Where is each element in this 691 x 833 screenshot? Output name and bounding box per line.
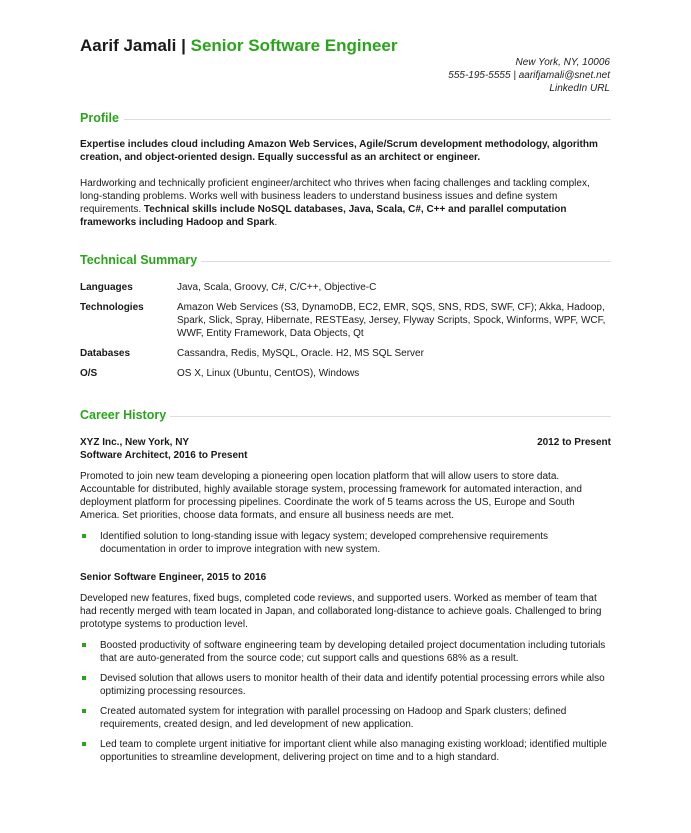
role1-description: Promoted to join new team developing a pioneering open location platform that will allow users to store data. Accountable for distributed, highly available storage system, processing framework for automated interaction, and deployment platform for processing pipelines. Coordinate the work of 5 teams across the US, Europe and South America. Set priorities, choose data formats, and ensure all business needs are met.	[80, 471, 582, 521]
profile-body-skills: Technical skills include NoSQL databases, Java, Scala, C#, C++ and parallel computation frameworks including Hadoop and Spark	[80, 204, 567, 228]
tech-row-languages	[80, 281, 611, 294]
role1-title-text: Software Architect, 2016 to Present	[80, 450, 248, 461]
header-separator: |	[181, 36, 186, 55]
profile-summary: Expertise includes cloud including Amazon Web Services, Agile/Scrum development methodology, algorithm creation, and object-oriented design. Equally successful as an architect or engineer.	[80, 139, 598, 163]
profile-body	[80, 177, 611, 229]
bullet-square-icon	[82, 534, 86, 538]
profile-rule	[124, 119, 611, 120]
role2-bullets	[80, 639, 611, 764]
tech-value: OS X, Linux (Ubuntu, CentOS), Windows	[177, 368, 360, 379]
list-item	[80, 672, 611, 698]
profile-section	[80, 111, 611, 229]
bullet-square-icon	[82, 742, 86, 746]
bullet-text: Boosted productivity of software engineering team by developing detailed project documentation including tutorials that are auto-generated from the source code; cut support calls and questions 68% as a result.	[100, 640, 606, 664]
contact-location: New York, NY, 10006	[515, 57, 610, 68]
tech-value: Amazon Web Services (S3, DynamoDB, EC2, EMR, SQS, SNS, RDS, SWF, CF); Akka, Hadoop, Spark, Slick, Spray, Hibernate, RESTEasy, Jersey, Flyway Scripts, Spock, Winforms, WPF, WCF, WWF, Entity Framework, Data Objects, Qt	[177, 302, 606, 339]
tech-row-databases	[80, 347, 611, 360]
contact-linkedin[interactable]: LinkedIn URL	[549, 83, 610, 94]
company-name: XYZ Inc., New York, NY	[80, 437, 190, 448]
contact-phone-email: 555-195-5555 | aarifjamali@snet.net	[448, 70, 610, 81]
bullet-text: Devised solution that allows users to monitor health of their data and identify potential processing errors while also optimizing processing resources.	[100, 673, 605, 697]
role1-title	[80, 449, 611, 462]
tech-value: Cassandra, Redis, MySQL, Oracle. H2, MS SQL Server	[177, 348, 424, 359]
tech-label: Databases	[80, 348, 131, 359]
role2-title	[80, 571, 611, 584]
tech-label: O/S	[80, 368, 98, 379]
tech-row-technologies	[80, 301, 611, 340]
tech-label: Languages	[80, 282, 133, 293]
candidate-name: Aarif Jamali	[80, 36, 177, 55]
bullet-square-icon	[82, 643, 86, 647]
role1-bullets	[80, 530, 611, 556]
career-heading: Career History	[80, 408, 167, 422]
career-rule	[170, 416, 611, 417]
role2-description: Developed new features, fixed bugs, completed code reviews, and supported users. Worked as member of team that had recently merged with team located in Japan, and collaborated long-distance to achieve goals. Challenged to bring prototype systems to production level.	[80, 593, 602, 630]
company-line	[80, 436, 611, 449]
profile-body-text: Hardworking and technically proficient engineer/architect who thrives when facing challenges and tackling complex, long-standing problems. Works well with business leaders to understand business issues and define system requirements.	[80, 178, 590, 215]
company-dates: 2012 to Present	[537, 437, 611, 448]
bullet-text: Led team to complete urgent initiative for important client while also managing existing workload; identified multiple opportunities to streamline development, delivering project on time and to a high standard.	[100, 739, 607, 763]
technical-rule	[201, 261, 611, 262]
tech-label: Technologies	[80, 302, 144, 313]
list-item	[80, 530, 611, 556]
technical-section	[80, 253, 611, 387]
contact-block	[448, 56, 610, 95]
tech-value: Java, Scala, Groovy, C#, C/C++, Objective-C	[177, 282, 377, 293]
role2-title-text: Senior Software Engineer, 2015 to 2016	[80, 572, 267, 583]
resume-header	[80, 36, 611, 56]
bullet-square-icon	[82, 709, 86, 713]
technical-rows	[80, 281, 611, 380]
bullet-text: Created automated system for integration with parallel processing on Hadoop and Spark clusters; defined requirements, created design, and led development of new application.	[100, 706, 567, 730]
tech-row-os	[80, 367, 611, 380]
list-item	[80, 738, 611, 764]
profile-heading: Profile	[80, 111, 119, 125]
career-section	[80, 408, 611, 771]
list-item	[80, 639, 611, 665]
bullet-text: Identified solution to long-standing issue with legacy system; developed comprehensive requirements documentation in order to improve integration with new system.	[100, 531, 549, 555]
list-item	[80, 705, 611, 731]
technical-heading: Technical Summary	[80, 253, 198, 267]
profile-body-end: .	[274, 217, 278, 228]
candidate-title: Senior Software Engineer	[190, 36, 398, 55]
bullet-square-icon	[82, 676, 86, 680]
